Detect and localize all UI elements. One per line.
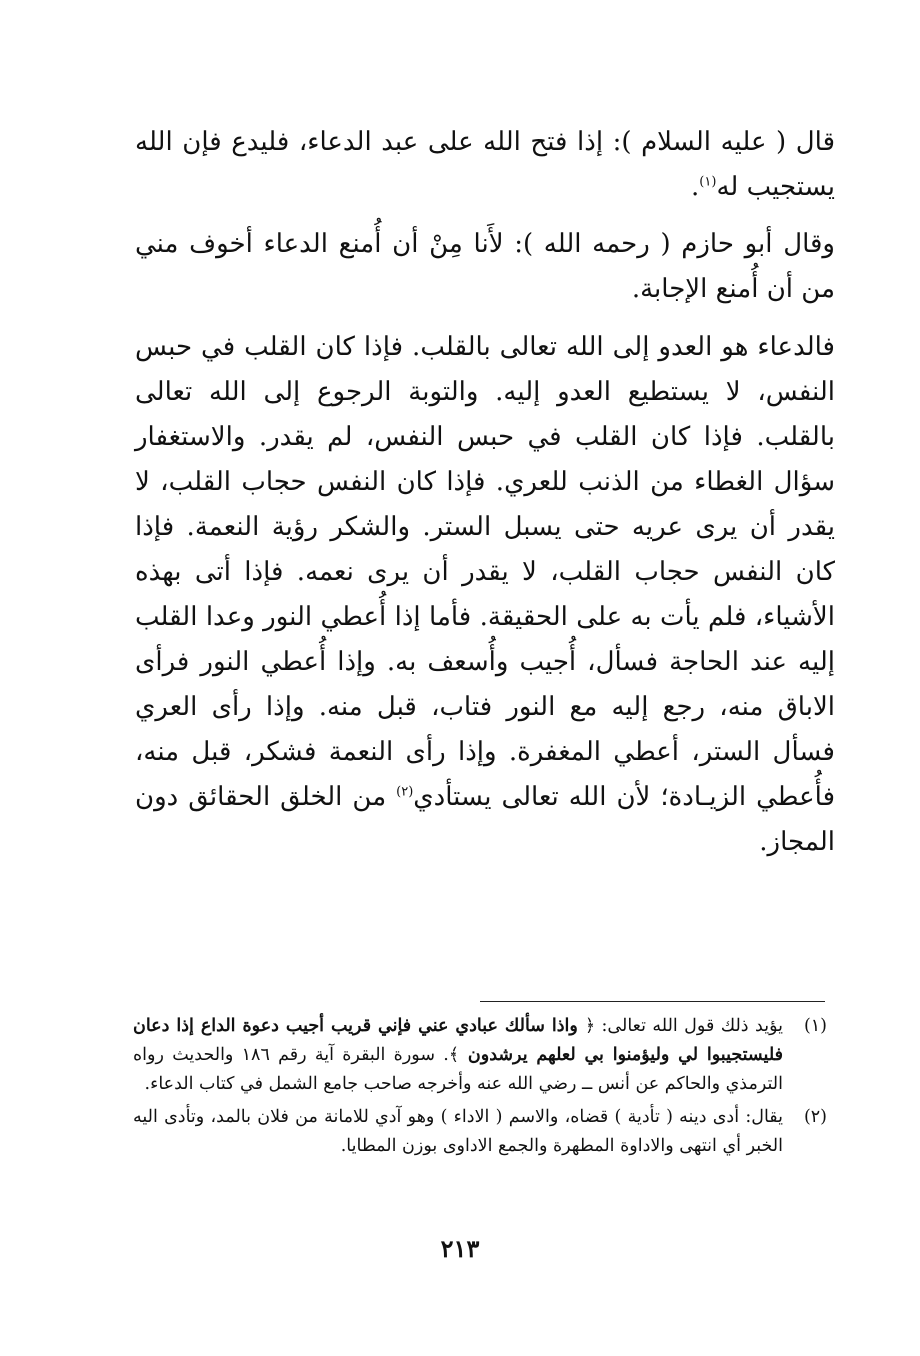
footnote-number: (١): [803, 1016, 827, 1036]
footnote-divider: [480, 1001, 825, 1002]
footnote-body: [133, 1012, 783, 1099]
paragraph-abu-hazim: [135, 222, 835, 312]
paragraph-main: [135, 325, 835, 865]
footnote-intro: يقال: أدى دينه ( تأدية ) قضاه، والاسم ( الاداء ) وهو آدي للامانة من فلان بالمد، وتأدى اليه الخبر أي انتهى والاداوة المطهرة والجمع الاداوى بوزن المطايا.: [133, 1107, 783, 1156]
paragraph-text: وقال أبو حازم ( رحمه الله ): لأَنا مِنْ أن أُمنع الدعاء أخوف مني من أن أُمنع الإجابة.: [135, 229, 835, 304]
footnote-intro: يؤيد ذلك قول الله تعالى: ﴿: [584, 1016, 783, 1036]
footnotes-section: [133, 1012, 827, 1165]
footnote-number: (٢): [803, 1107, 827, 1127]
footnote-body: [133, 1103, 783, 1161]
footnote-ref-2: (٢): [396, 784, 414, 800]
footnote-rest: ﴾. سورة البقرة آية رقم ١٨٦ والحديث رواه الترمذي والحاكم عن أنس ــ رضي الله عنه وأخرجه صاحب جامع الشمل في كتاب الدعاء.: [133, 1045, 783, 1094]
paragraph-tail: من الخلق الحقائق دون المجاز.: [135, 782, 835, 857]
paragraph-tail: .: [691, 172, 700, 202]
paragraph-hadith: [135, 120, 835, 210]
footnote-ref-1: (١): [699, 174, 717, 190]
page-number: ٢١٣: [440, 1234, 480, 1263]
paragraph-text: قال ( عليه السلام ): إذا فتح الله على عبد الدعاء، فليدع فإن الله يستجيب له: [135, 127, 835, 202]
paragraph-text: فالدعاء هو العدو إلى الله تعالى بالقلب. فإذا كان القلب في حبس النفس، لا يستطيع العدو إليه. والتوبة الرجوع إلى الله تعالى بالقلب. فإذا كان القلب في حبس النفس، لم يقدر. والاستغفار سؤال الغطاء من الذنب للعري. فإذا كان النفس حجاب القلب، لا يقدر أن يرى عريه حتى يسبل الستر. والشكر رؤية النعمة. فإذا كان النفس حجاب القلب، لا يقدر أن يرى نعمه. فإذا أتى بهذه الأشياء، فلم يأت به على الحقيقة. فأما إذا أُعطي النور وعدا القلب إليه عند الحاجة فسأل، أُجيب وأُسعف به. وإذا أُعطي النور فرأى الاباق منه، رجع إليه مع النور فتاب، قبل منه. وإذا رأى العري فسأل الستر، أعطي المغفرة. وإذا رأى النعمة فشكر، قبل منه، فأُعطي الزيـادة؛ لأن الله تعالى يستأدي: [135, 332, 835, 812]
footnote-1: [133, 1012, 827, 1099]
footnote-2: [133, 1103, 827, 1161]
quran-verse: واذا سألك عبادي عني فإني قريب أجيب دعوة الداع إذا دعان فليستجيبوا لي وليؤمنوا بي لعلهم يرشدون: [133, 1016, 783, 1065]
